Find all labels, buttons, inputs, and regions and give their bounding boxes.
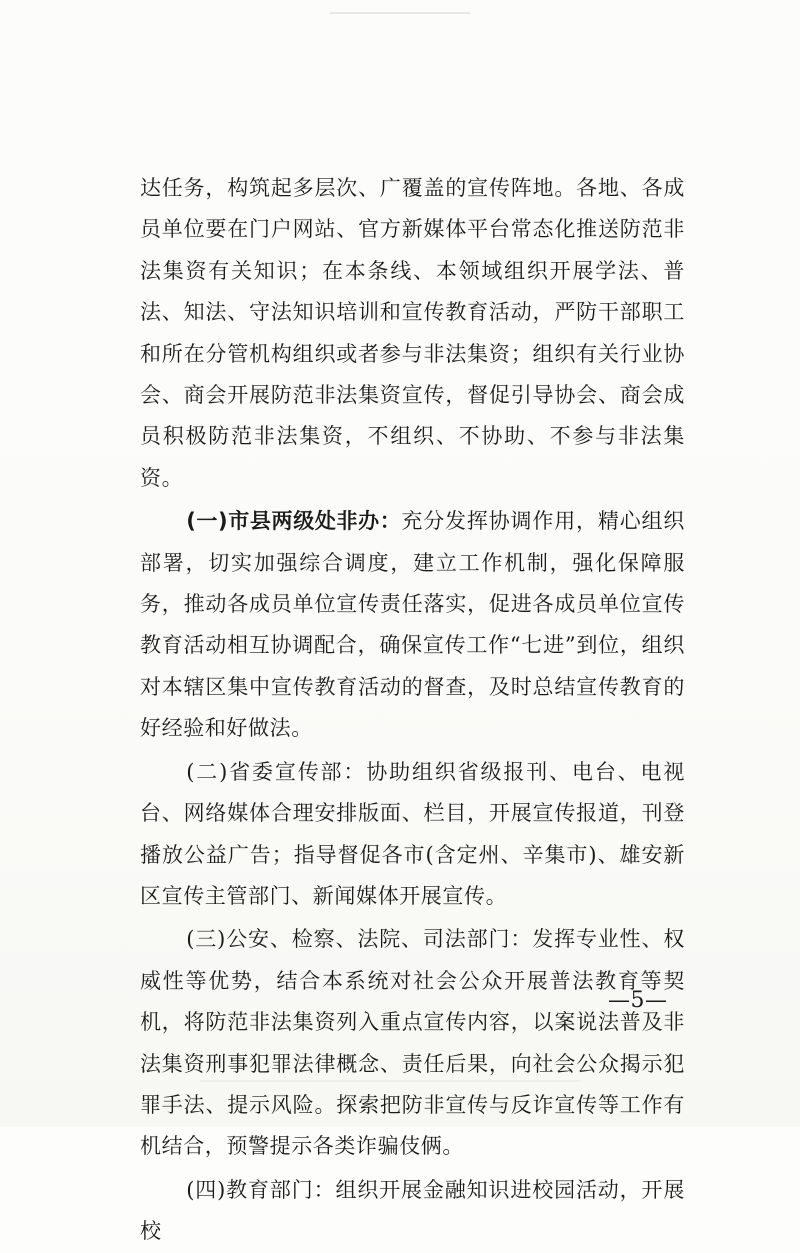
paragraph-section-3	[140, 919, 685, 1167]
document-body	[140, 168, 685, 1253]
scan-artifact	[200, 1080, 580, 1082]
paragraph-section-1	[140, 501, 685, 749]
section-heading: (一)市县两级处非办：	[186, 509, 402, 534]
paragraph-continuation	[140, 168, 685, 499]
scan-artifact	[330, 12, 470, 14]
paragraph-section-2	[140, 752, 685, 918]
paragraph-text: (二)省委宣传部：协助组织省级报刊、电台、电视台、网络媒体合理安排版面、栏目，开展宣传报道，刊登播放公益广告；指导督促各市(含定州、辛集市)、雄安新区宣传主管部门、新闻媒体开展宣传。	[140, 759, 685, 908]
paragraph-text: 充分发挥协调作用，精心组织部署，切实加强综合调度，建立工作机制，强化保障服务，推动各成员单位宣传责任落实，促进各成员单位宣传教育活动相互协调配合，确保宣传工作“七进”到位，组织对本辖区集中宣传教育活动的督查，及时总结宣传教育的好经验和好做法。	[140, 509, 685, 741]
paragraph-section-4	[140, 1170, 685, 1253]
page-number: —5—	[608, 988, 668, 1013]
paragraph-text: 达任务，构筑起多层次、广覆盖的宣传阵地。各地、各成员单位要在门户网站、官方新媒体平台常态化推送防范非法集资有关知识；在本条线、本领域组织开展学法、普法、知法、守法知识培训和宣传教育活动，严防干部职工和所在分管机构组织或者参与非法集资；组织有关行业协会、商会开展防范非法集资宣传，督促引导协会、商会成员积极防范非法集资，不组织、不协助、不参与非法集资。	[140, 176, 685, 490]
paragraph-text: (四)教育部门：组织开展金融知识进校园活动，开展校	[140, 1177, 685, 1244]
paragraph-text: (三)公安、检察、法院、司法部门：发挥专业性、权威性等优势，结合本系统对社会公众开展普法教育等契机，将防范非法集资列入重点宣传内容，以案说法普及非法集资刑事犯罪法律概念、责任后果，向社会公众揭示犯罪手法、提示风险。探索把防非宣传与反诈宣传等工作有机结合，预警提示各类诈骗伎俩。	[140, 927, 685, 1159]
